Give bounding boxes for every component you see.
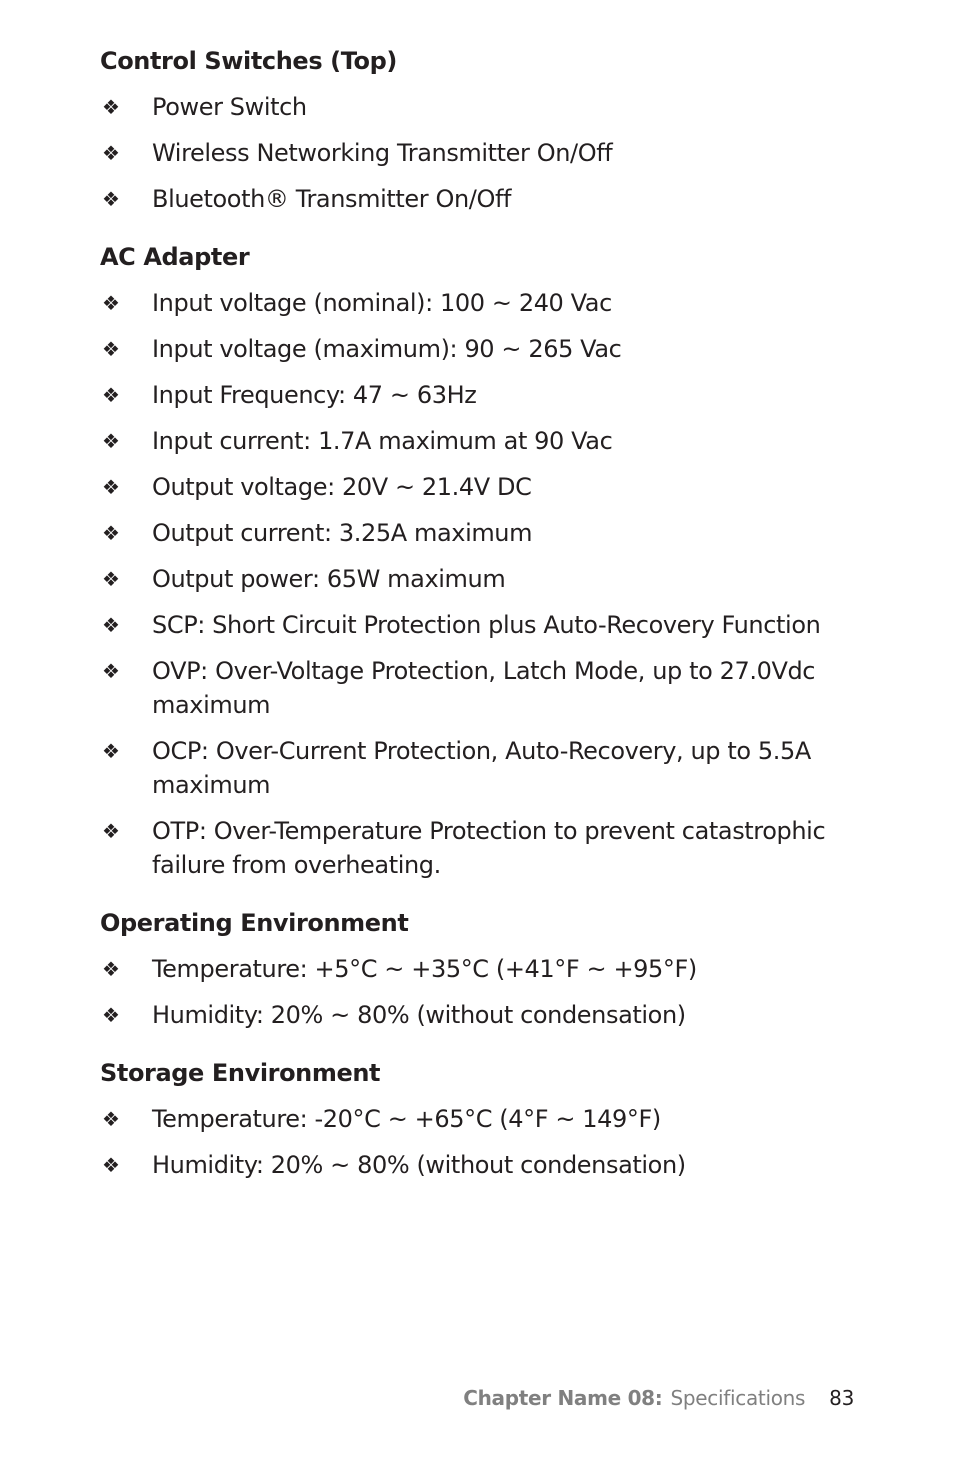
page-number: 83	[829, 1386, 854, 1410]
list-item-text: Humidity: 20% ~ 80% (without condensation)	[152, 1151, 686, 1179]
diamond-bullet-icon: ❖	[102, 819, 120, 843]
list-item	[100, 332, 840, 366]
list-item-text: OVP: Over-Voltage Protection, Latch Mode, up to 27.0Vdc maximum	[152, 657, 816, 719]
section-title: AC Adapter	[100, 243, 250, 271]
list-item	[100, 998, 840, 1032]
diamond-bullet-icon: ❖	[102, 141, 120, 165]
diamond-bullet-icon: ❖	[102, 291, 120, 315]
list-item	[100, 470, 840, 504]
list-item-text: OCP: Over-Current Protection, Auto-Recovery, up to 5.5A maximum	[152, 737, 811, 799]
diamond-bullet-icon: ❖	[102, 187, 120, 211]
diamond-bullet-icon: ❖	[102, 337, 120, 361]
page-footer	[463, 1385, 854, 1411]
list-item-text: Input Frequency: 47 ~ 63Hz	[152, 381, 477, 409]
list-item-text: Output power: 65W maximum	[152, 565, 506, 593]
list-item	[100, 286, 840, 320]
bullet-list	[100, 952, 840, 1032]
list-item	[100, 424, 840, 458]
list-item-text: SCP: Short Circuit Protection plus Auto-Recovery Function	[152, 611, 821, 639]
list-item-text: Input voltage (maximum): 90 ~ 265 Vac	[152, 335, 622, 363]
list-item-text: Wireless Networking Transmitter On/Off	[152, 139, 613, 167]
list-item-text: Output current: 3.25A maximum	[152, 519, 533, 547]
list-item	[100, 814, 840, 882]
list-item-text: Temperature: -20°C ~ +65°C (4°F ~ 149°F)	[152, 1105, 661, 1133]
list-item-text: Power Switch	[152, 93, 307, 121]
footer-section-label: Specifications	[670, 1386, 806, 1410]
list-item-text: Output voltage: 20V ~ 21.4V DC	[152, 473, 532, 501]
page-content	[100, 44, 840, 1206]
diamond-bullet-icon: ❖	[102, 1153, 120, 1177]
list-item	[100, 1148, 840, 1182]
diamond-bullet-icon: ❖	[102, 613, 120, 637]
list-item	[100, 136, 840, 170]
diamond-bullet-icon: ❖	[102, 659, 120, 683]
list-item-text: OTP: Over-Temperature Protection to prevent catastrophic failure from overheating.	[152, 817, 826, 879]
section-storage-environment	[100, 1056, 840, 1182]
list-item-text: Input voltage (nominal): 100 ~ 240 Vac	[152, 289, 612, 317]
list-item	[100, 516, 840, 550]
list-item-text: Input current: 1.7A maximum at 90 Vac	[152, 427, 613, 455]
footer-chapter-label: Chapter Name 08:	[463, 1386, 663, 1410]
list-item	[100, 654, 840, 722]
list-item	[100, 90, 840, 124]
diamond-bullet-icon: ❖	[102, 957, 120, 981]
diamond-bullet-icon: ❖	[102, 1107, 120, 1131]
list-item	[100, 1102, 840, 1136]
list-item-text: Humidity: 20% ~ 80% (without condensation)	[152, 1001, 686, 1029]
section-title: Control Switches (Top)	[100, 47, 397, 75]
diamond-bullet-icon: ❖	[102, 383, 120, 407]
diamond-bullet-icon: ❖	[102, 95, 120, 119]
bullet-list	[100, 286, 840, 882]
section-control-switches	[100, 44, 840, 216]
list-item	[100, 182, 840, 216]
section-operating-environment	[100, 906, 840, 1032]
list-item	[100, 734, 840, 802]
list-item	[100, 378, 840, 412]
section-ac-adapter	[100, 240, 840, 882]
list-item	[100, 608, 840, 642]
bullet-list	[100, 1102, 840, 1182]
diamond-bullet-icon: ❖	[102, 429, 120, 453]
diamond-bullet-icon: ❖	[102, 739, 120, 763]
list-item-text: Temperature: +5°C ~ +35°C (+41°F ~ +95°F)	[152, 955, 697, 983]
diamond-bullet-icon: ❖	[102, 475, 120, 499]
list-item	[100, 952, 840, 986]
diamond-bullet-icon: ❖	[102, 1003, 120, 1027]
diamond-bullet-icon: ❖	[102, 567, 120, 591]
list-item-text: Bluetooth® Transmitter On/Off	[152, 185, 512, 213]
bullet-list	[100, 90, 840, 216]
diamond-bullet-icon: ❖	[102, 521, 120, 545]
list-item	[100, 562, 840, 596]
section-title: Storage Environment	[100, 1059, 381, 1087]
section-title: Operating Environment	[100, 909, 409, 937]
